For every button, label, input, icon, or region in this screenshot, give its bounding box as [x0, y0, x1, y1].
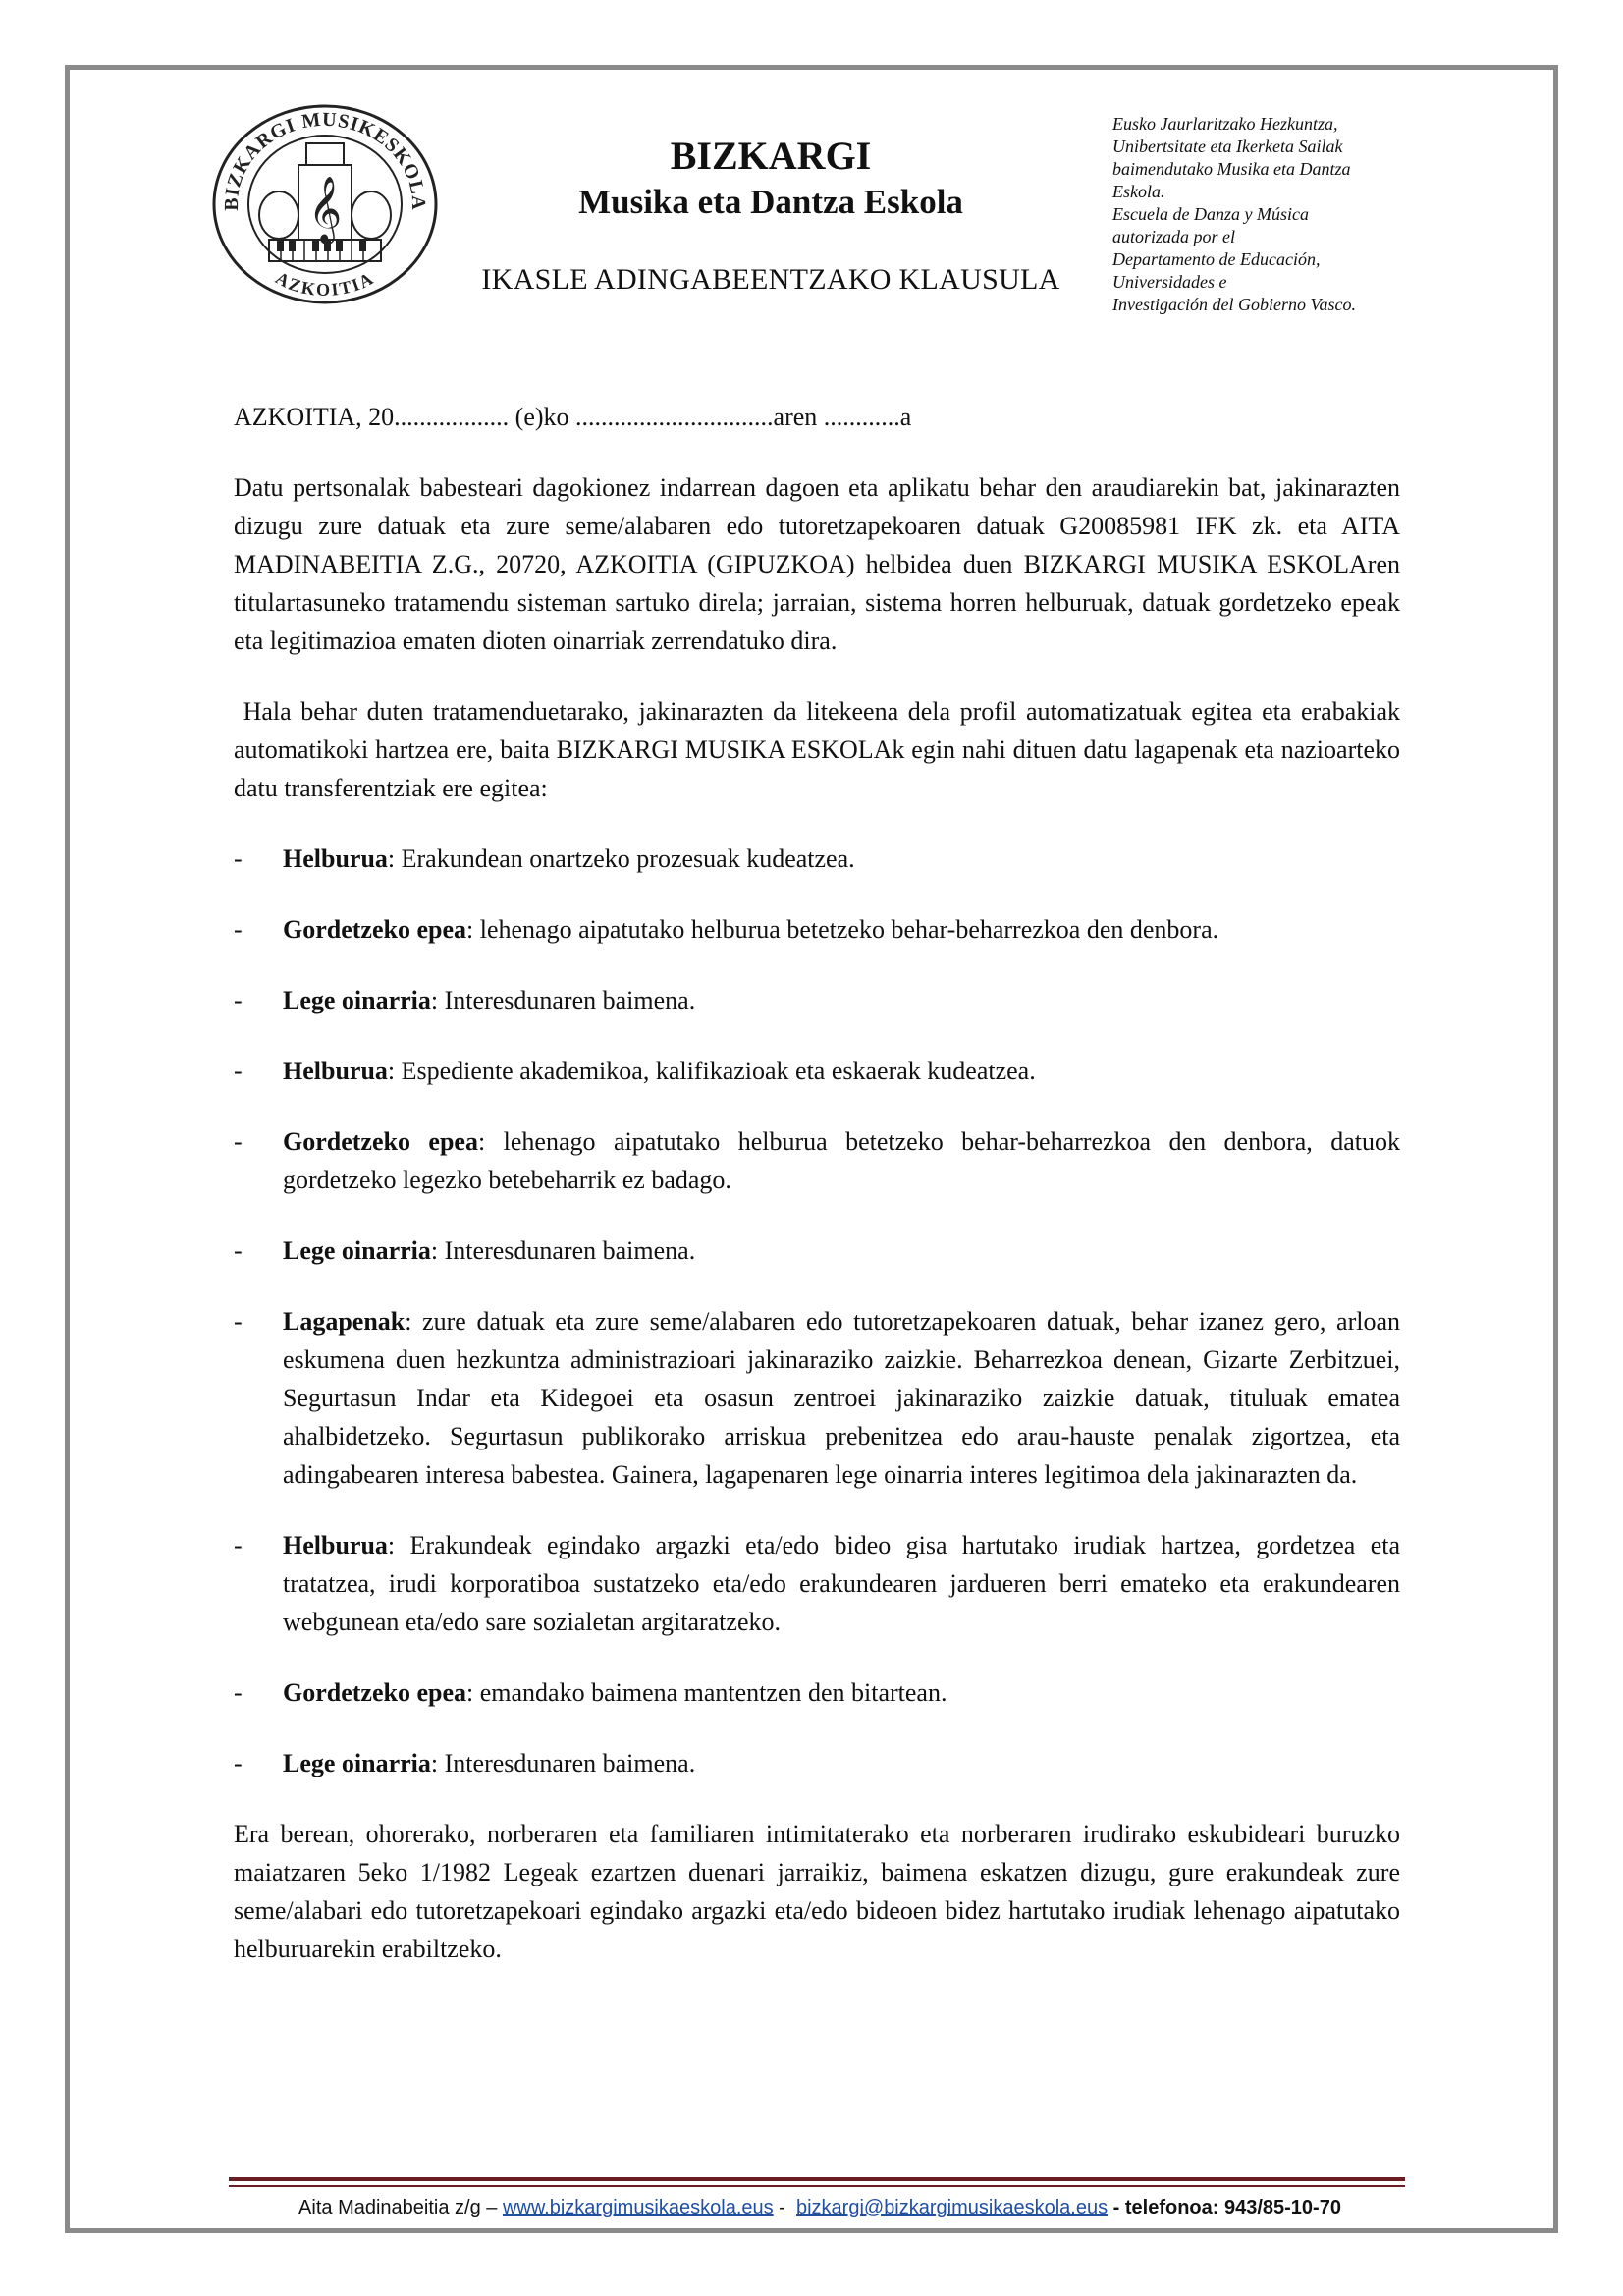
list-item: [234, 910, 1400, 949]
list-dash: -: [234, 1749, 243, 1777]
item-text: : Interesdunaren baimena.: [430, 1236, 696, 1265]
list-dash: -: [234, 1236, 243, 1265]
document-title: IKASLE ADINGABEENTZAKO KLAUSULA: [481, 263, 1060, 296]
footer-phone: - telefonoa: 943/85-10-70: [1108, 2197, 1341, 2218]
authority-line: Investigación del Gobierno Vasco.: [1112, 295, 1356, 314]
list-dash: -: [234, 1678, 243, 1707]
school-logo: [208, 102, 442, 306]
item-text: : Erakundeak egindako argazki eta/edo bideo gisa hartutako irudiak hartzea, gordetzea eta tratatzea, irudi korporatiboa sustatzeko eta/edo erakundearen jardueren berri emateko eta erakundearen webgunean eta/edo sare sozialetan argitaratzeko.: [283, 1531, 1400, 1636]
svg-text:AZKOITIA: AZKOITIA: [272, 267, 378, 300]
item-text: : lehenago aipatutako helburua betetzeko behar-beharrezkoa den denbora, datuok gordetzeko legezko betebeharrik ez badago.: [283, 1127, 1400, 1194]
list-item: [234, 1231, 1400, 1270]
item-label: Helburua: [283, 1531, 388, 1559]
authority-note: [1112, 113, 1446, 316]
list-item: [234, 1122, 1400, 1199]
title-block: [452, 133, 1090, 300]
list-dash: -: [234, 1531, 243, 1559]
item-label: Lege oinarria: [283, 1236, 431, 1265]
item-label: Helburua: [283, 1057, 388, 1085]
list-item: [234, 1052, 1400, 1090]
date-line: AZKOITIA, 20.................. (e)ko ...............................aren ............a: [234, 403, 912, 431]
footer: [241, 2197, 1399, 2219]
authority-line: Departamento de Educación,: [1112, 249, 1321, 269]
processing-paragraph: Hala behar duten tratamenduetarako, jakinarazten da litekeena dela profil automatizatuak egitea eta erabakiak automatikoki hartzea ere, baita BIZKARGI MUSIKA ESKOLAk egin nahi dituen datu lagapenak eta nazioarteko datu transferentziak ere egitea:: [234, 697, 1407, 802]
authority-line: Eusko Jaurlaritzako Hezkuntza,: [1112, 114, 1338, 134]
list-dash: -: [234, 915, 243, 944]
item-label: Helburua: [283, 845, 388, 873]
email-link[interactable]: bizkargi@bizkargimusikaeskola.eus: [795, 2197, 1109, 2218]
svg-text:BIZKARGI MUSIKESKOLA: BIZKARGI MUSIKESKOLA: [220, 108, 430, 211]
list-dash: -: [234, 1057, 243, 1085]
footer-separator: -: [773, 2197, 796, 2218]
list-item: [234, 840, 1400, 878]
closing-paragraph: Era berean, ohorerako, norberaren eta familiaren intimitaterako eta norberaren irudirako eskubideari buruzko maiatzaren 5eko 1/1982 Legeak ezartzen duenari jarraikiz, baimena eskatzen dizugu, gure erakundeak zure seme/alabari edo tutoretzapekoari egindako argazki eta/edo bideoen bidez hartutako irudiak lehenago aipatutako helburuarekin erabiltzeko.: [234, 1820, 1400, 1963]
item-text: : emandako baimena mantentzen den bitartean.: [466, 1678, 947, 1707]
intro-paragraph: Datu pertsonalak babesteari dagokionez indarrean dagoen eta aplikatu behar den araudiarekin bat, jakinarazten dizugu zure datuak eta zure seme/alabaren edo tutoretzapekoaren datuak G20085981 IFK zk. eta AITA MADINABEITIA Z.G., 20720, AZKOITIA (GIPUZKOA) helbidea duen BIZKARGI MUSIKA ESKOLAren titulartasuneko tratamendu sisteman sartuko direla; jarraian, sistema horren helburuak, datuak gordetzeko epeak eta legitimazioa ematen dioten oinarriak zerrendatuko dira.: [234, 473, 1400, 655]
item-text: : Espediente akademikoa, kalifikazioak eta eskaerak kudeatzea.: [387, 1057, 1036, 1085]
list-item: [234, 1673, 1400, 1712]
list-item: [234, 1744, 1400, 1782]
item-label: Lagapenak: [283, 1307, 406, 1336]
svg-text:𝄞: 𝄞: [307, 175, 343, 242]
item-label: Lege oinarria: [283, 1749, 431, 1777]
list-item: [234, 1526, 1400, 1641]
document-body: [234, 393, 1407, 2000]
authority-line: Unibertsitate eta Ikerketa Sailak: [1112, 137, 1343, 156]
item-text: : lehenago aipatutako helburua betetzeko behar-beharrezkoa den denbora.: [466, 915, 1219, 944]
list-dash: -: [234, 986, 243, 1014]
item-label: Lege oinarria: [283, 986, 431, 1014]
list-item: [234, 981, 1400, 1019]
school-subtitle: Musika eta Dantza Eskola: [578, 183, 963, 221]
list-dash: -: [234, 1127, 243, 1156]
item-text: : Erakundean onartzeko prozesuak kudeatzea.: [387, 845, 855, 873]
item-label: Gordetzeko epea: [283, 915, 467, 944]
authority-line: Universidades e: [1112, 272, 1227, 292]
authority-line: autorizada por el: [1112, 227, 1236, 246]
list-dash: -: [234, 845, 243, 873]
authority-line: baimendutako Musika eta Dantza: [1112, 159, 1351, 179]
authority-line: Eskola.: [1112, 182, 1165, 201]
website-link[interactable]: www.bizkargimusikaeskola.eus: [502, 2197, 774, 2218]
list-item: [234, 1302, 1400, 1494]
school-name: BIZKARGI: [670, 134, 872, 178]
item-label: Gordetzeko epea: [283, 1678, 467, 1707]
footer-address: Aita Madinabeitia z/g –: [298, 2197, 503, 2218]
footer-rule: [229, 2177, 1405, 2187]
item-text: : Interesdunaren baimena.: [430, 986, 696, 1014]
item-text: : Interesdunaren baimena.: [430, 1749, 696, 1777]
item-label: Gordetzeko epea: [283, 1127, 478, 1156]
authority-line: Escuela de Danza y Música: [1112, 204, 1309, 224]
item-text: : zure datuak eta zure seme/alabaren edo tutoretzapekoaren datuak, behar izanez gero, arloan eskumena duen hezkuntza administrazioari jakinaraziko zaizkie. Beharrezkoa denean, Gizarte Zerbitzuei, Segurtasun Indar eta Kidegoei eta osasun zentroei jakinaraziko zaizkie datuak, tituluak ematea ahalbidetzeko. Segurtasun publikorako arriskua prebenitzea edo arau-hauste penalak zigortzea, eta adingabearen interesa babestea. Gainera, lagapenaren lege oinarria interes legitimoa dela jakinarazten da.: [283, 1307, 1400, 1489]
list-dash: -: [234, 1307, 243, 1336]
